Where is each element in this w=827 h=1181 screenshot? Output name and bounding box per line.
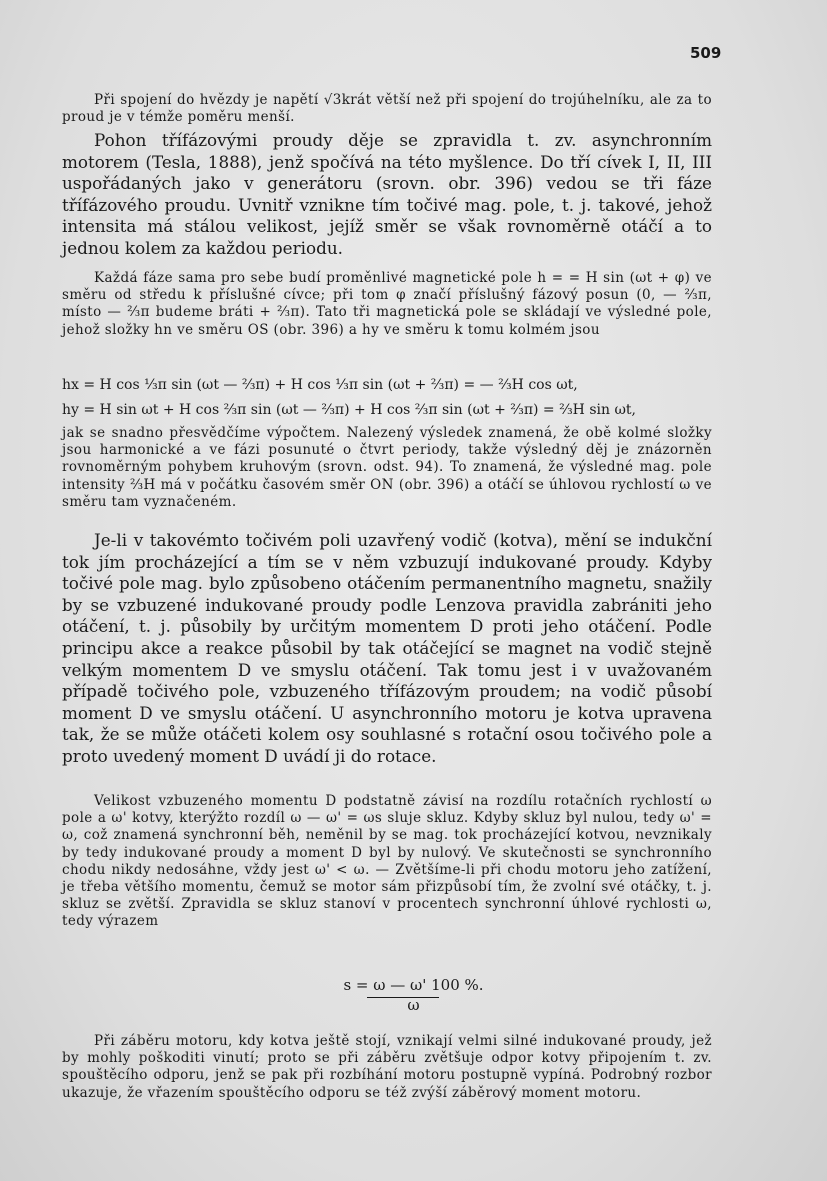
- paragraph-result-explanation: jak se snadno přesvědčíme výpočtem. Nalezený výsledek znamená, že obě kolmé složky jsou harmonické a ve fázi posunuté o čtvrt periody, takže výsledný děj je znázorněn rovnoměrným pohybem kruhovým (srovn. odst. 94). To znamená, že výsledné mag. pole intensity ⅔H má v počátku časovém směr ON (obr. 396) a otáčí se úhlovou rychlostí ω ve směru tam vyznačeném.: [62, 425, 712, 510]
- paragraph-asynchronous-motor: Pohon třífázovými proudy děje se zpravidla t. zv. asynchronním motorem (Tesla, 1888), jenž spočívá na této myšlence. Do tří cívek I, II, III uspořádaných jako v generátoru (srovn. obr. 396) vedou se tři fáze třífázového proudu. Uvnitř vznikne tím točivé mag. pole, t. j. takové, jehož intensita má stálou velikost, jejíž směr se však rovnoměrně otáčí a to jednou kolem za každou periodu.: [62, 130, 712, 258]
- equation-hy: hy = H sin ωt + H cos ⅔π sin (ωt — ⅔π) + H cos ⅔π sin (ωt + ⅔π) = ⅔H sin ωt,: [62, 402, 636, 418]
- paragraph-slip: Velikost vzbuzeného momentu D podstatně závisí na rozdílu rotačních rychlostí ω pole a ω' kotvy, kterýžto rozdíl ω — ω' = ωs sluje skluz. Kdyby skluz byl nulou, tedy ω' = ω, což znamená synchronní běh, neměnil by se mag. tok procházející kotvou, nevznikaly by tedy indukované proudy a moment D byl by nulový. Ve skutečnosti se synchronního chodu nikdy nedosáhne, vždy jest ω' < ω. — Zvětšíme-li při chodu motoru jeho zatížení, je třeba většího momentu, čemuž se motor sám přizpůsobí tím, že zvolní své otáčky, t. j. skluz se zvětší. Zpravidla se skluz stanoví v procentech synchronní úhlové rychlosti ω, tedy výrazem: [62, 793, 712, 930]
- paragraph-starting-resistance: Při záběru motoru, kdy kotva ještě stojí, vznikají velmi silné indukované proudy, jež by mohly poškoditi vinutí; proto se při záběru zvětšuje odpor kotvy připojením t. zv. spouštěcího odporu, jenž se pak při rozbíhání motoru postupně vypíná. Podrobný rozbor ukazuje, že vřazením spouštěcího odporu se též zvýší záběrový moment motoru.: [62, 1033, 712, 1101]
- page-number: 509: [690, 44, 722, 62]
- slip-formula-denominator: ω: [407, 996, 420, 1014]
- equation-hx: hx = H cos ⅓π sin (ωt — ⅔π) + H cos ⅓π sin (ωt + ⅔π) = — ⅔H cos ωt,: [62, 377, 578, 393]
- slip-formula-numerator: s = ω — ω' 100 %.: [343, 976, 484, 994]
- paragraph-star-connection: Při spojení do hvězdy je napětí √3krát větší než při spojení do trojúhelníku, ale za to proud je v témže poměru menší.: [62, 92, 712, 126]
- paragraph-rotating-field-conductor: Je-li v takovémto točivém poli uzavřený vodič (kotva), mění se indukční tok jím procházející a tím se v něm vzbuzují indukované proudy. Kdyby točivé pole mag. bylo způsobeno otáčením permanentního magnetu, snažily by se vzbuzené indukované proudy podle Lenzova pravidla zabrániti jeho otáčení, t. j. působily by určitým momentem D proti jeho otáčení. Podle principu akce a reakce působil by tak otáčející se magnet na vodič stejně velkým momentem D ve smyslu otáčení. Tak tomu jest i v uvažovaném případě točivého pole, vzbuzeného třífázovým proudem; na vodič působí moment D ve smyslu otáčení. U asynchronního motoru je kotva upravena tak, že se může otáčeti kolem osy souhlasné s rotační osou točivého pole a proto uvedený moment D uvádí ji do rotace.: [62, 530, 712, 766]
- paragraph-phase-fields: Každá fáze sama pro sebe budí proměnlivé magnetické pole h = = H sin (ωt + φ) ve směru od středu k příslušné cívce; při tom φ značí příslušný fázový posun (0, — ⅔π, místo — ⅔π budeme bráti + ⅔π). Tato tři magnetická pole se skládají ve výsledné pole, jehož složky hn ve směru OS (obr. 396) a hy ve směru k tomu kolmém jsou: [62, 270, 712, 338]
